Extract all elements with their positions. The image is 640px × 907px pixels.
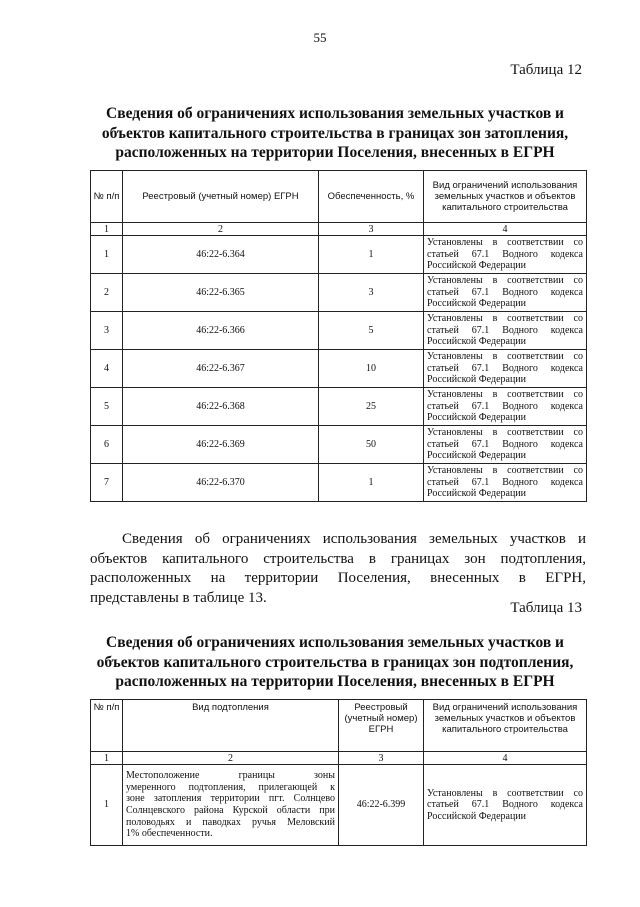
row-restriction	[424, 388, 587, 426]
title-line: объектов капитального строительства в границах зон затопления,	[101, 124, 569, 142]
page-number: 55	[313, 30, 327, 45]
zone-description	[123, 765, 339, 846]
row-probability: 1	[319, 464, 424, 502]
restriction-line: Установлены в соответствии со	[427, 465, 583, 477]
restriction-line: статьей 67.1 Водного кодекса	[427, 286, 583, 298]
paragraph-line: Сведения об ограничениях использования земельных участков и	[122, 531, 586, 547]
row-registry: 46:22-6.365	[123, 274, 319, 312]
restriction-line: Российской Федерации	[427, 260, 527, 272]
title-line: объектов капитального строительства в границах зон подтопления,	[96, 653, 574, 671]
column-number: 3	[339, 752, 424, 765]
row-num: 3	[91, 312, 123, 350]
header-zone-type: Вид подтопления	[123, 700, 339, 752]
restriction-line: Российской Федерации	[427, 298, 527, 310]
restriction-line: статьей 67.1 Водного кодекса	[427, 362, 583, 374]
title-line: расположенных на территории Поселения, внесенных в ЕГРН	[115, 144, 555, 161]
table-row	[91, 765, 587, 846]
row-num: 1	[91, 765, 123, 846]
header-num: № п/п	[91, 171, 123, 223]
header-registry: Реестровый (учетный номер) ЕГРН	[123, 171, 319, 223]
column-number: 4	[424, 223, 587, 236]
row-probability: 25	[319, 388, 424, 426]
restriction-line: Российской Федерации	[427, 450, 527, 462]
row-restriction	[424, 236, 587, 274]
table-row	[91, 350, 587, 388]
table-row	[91, 388, 587, 426]
table-row	[91, 464, 587, 502]
column-number: 1	[91, 223, 123, 236]
column-number: 2	[123, 223, 319, 236]
row-probability: 50	[319, 426, 424, 464]
title-line: расположенных на территории Поселения, внесенных в ЕГРН	[115, 673, 555, 690]
zone-line: половодьях и паводках ручья Меловский	[126, 816, 335, 828]
row-probability: 5	[319, 312, 424, 350]
zone-line: умеренного подтопления, прилегающей к	[126, 781, 335, 793]
table-12-label: Таблица 12	[510, 62, 582, 78]
row-restriction	[424, 274, 587, 312]
restriction-line: Российской Федерации	[427, 810, 527, 822]
table-header-row	[91, 700, 587, 752]
table-12-title	[70, 104, 600, 163]
table-13	[90, 699, 587, 846]
row-registry: 46:22-6.399	[339, 765, 424, 846]
row-num: 7	[91, 464, 123, 502]
restriction-line: статьей 67.1 Водного кодекса	[427, 799, 583, 811]
restriction-line: Установлены в соответствии со	[427, 237, 583, 249]
restriction-line: Российской Федерации	[427, 336, 527, 348]
paragraph-line: объектов капитального строительства в границах зон подтопления,	[90, 550, 586, 567]
restriction-line: статьей 67.1 Водного кодекса	[427, 400, 583, 412]
row-num: 5	[91, 388, 123, 426]
restriction-line: Установлены в соответствии со	[427, 275, 583, 287]
table-row	[91, 274, 587, 312]
paragraph-line: представлены в таблице 13.	[90, 589, 267, 606]
restriction-line: Установлены в соответствии со	[427, 351, 583, 363]
zone-line: Солнцевского района Курской области при	[126, 805, 335, 816]
restriction-line: статьей 67.1 Водного кодекса	[427, 438, 583, 450]
paragraph-line: расположенных на территории Поселения, внесенных в ЕГРН,	[90, 570, 586, 586]
restriction-line: Российской Федерации	[427, 374, 527, 386]
restriction-line: Российской Федерации	[427, 412, 527, 424]
row-registry: 46:22-6.370	[123, 464, 319, 502]
table-row	[91, 426, 587, 464]
row-num: 1	[91, 236, 123, 274]
title-line: Сведения об ограничениях использования земельных участков и	[106, 634, 564, 651]
column-number-row	[91, 223, 587, 236]
restriction-line: статьей 67.1 Водного кодекса	[427, 324, 583, 336]
row-registry: 46:22-6.364	[123, 236, 319, 274]
zone-line: зоне затопления территории пгт. Солнцево	[126, 793, 335, 805]
table-row	[91, 312, 587, 350]
row-probability: 10	[319, 350, 424, 388]
restriction-line: Российской Федерации	[427, 488, 527, 500]
column-number: 1	[91, 752, 123, 765]
restriction-line: Установлены в соответствии со	[427, 389, 583, 401]
row-num: 2	[91, 274, 123, 312]
row-num: 4	[91, 350, 123, 388]
header-restriction: Вид ограничений использования земельных участков и объектов капитального строительства	[424, 171, 587, 223]
restriction-line: Установлены в соответствии со	[427, 313, 583, 325]
row-registry: 46:22-6.366	[123, 312, 319, 350]
row-num: 6	[91, 426, 123, 464]
row-restriction	[424, 426, 587, 464]
zone-line: 1% обеспеченности.	[126, 828, 213, 840]
header-restriction: Вид ограничений использования земельных участков и объектов капитального строительства	[424, 700, 587, 752]
table-row	[91, 236, 587, 274]
restriction-line: статьей 67.1 Водного кодекса	[427, 476, 583, 488]
row-probability: 3	[319, 274, 424, 312]
header-num: № п/п	[91, 700, 123, 752]
column-number-row	[91, 752, 587, 765]
table-12	[90, 170, 587, 502]
restriction-line: Установлены в соответствии со	[427, 787, 583, 799]
restriction-line: Установлены в соответствии со	[427, 427, 583, 439]
row-restriction	[424, 350, 587, 388]
header-registry: Реестровый (учетный номер) ЕГРН	[339, 700, 424, 752]
column-number: 4	[424, 752, 587, 765]
restriction-line: статьей 67.1 Водного кодекса	[427, 248, 583, 260]
row-restriction	[424, 312, 587, 350]
body-paragraph	[90, 530, 586, 608]
row-registry: 46:22-6.367	[123, 350, 319, 388]
row-registry: 46:22-6.368	[123, 388, 319, 426]
row-probability: 1	[319, 236, 424, 274]
title-line: Сведения об ограничениях использования земельных участков и	[106, 105, 564, 122]
row-restriction	[424, 765, 587, 846]
table-13-title	[70, 633, 600, 692]
zone-line: Местоположение границы зоны	[126, 770, 335, 782]
row-restriction	[424, 464, 587, 502]
table-13-label: Таблица 13	[510, 600, 582, 616]
table-header-row	[91, 171, 587, 223]
row-registry: 46:22-6.369	[123, 426, 319, 464]
column-number: 2	[123, 752, 339, 765]
column-number: 3	[319, 223, 424, 236]
header-probability: Обеспеченность, %	[319, 171, 424, 223]
